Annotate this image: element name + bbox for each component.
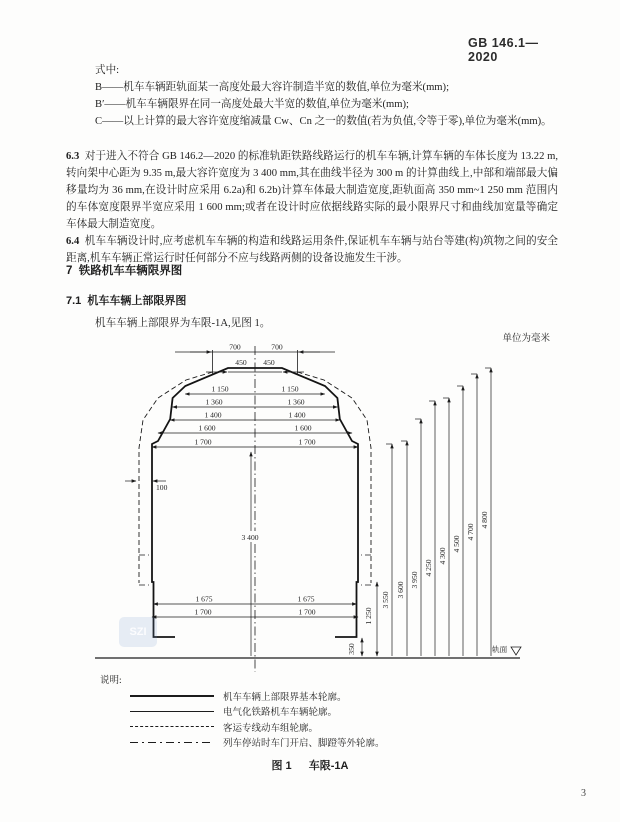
clause-text: 机车车辆设计时,应考虑机车车辆的构造和线路运用条件,保证机车车辆与站台等建(构)筑物之间的安全距离,机车车辆正常运行时任何部分不应与线路两侧的设备设施发生干涉。 (66, 236, 558, 264)
definition-text: 机车车辆距轨面某一高度处最大容许制造半宽的数值,单位为毫米(mm); (123, 82, 450, 93)
section-title: 铁路机车车辆限界图 (78, 265, 183, 277)
definition-C (95, 113, 560, 130)
legend-text: 机车车辆上部限界基本轮廓。 (223, 692, 347, 703)
figure-caption (0, 757, 620, 773)
dim-label: 4 250 (424, 559, 433, 577)
section-number: 7.1 (66, 295, 82, 307)
clause-6-3 (66, 148, 558, 233)
symbol: B′ (95, 99, 105, 110)
section-number: 7 (66, 265, 73, 277)
dim-label: 4 300 (438, 547, 447, 565)
legend-title: 说明: (100, 676, 122, 686)
clause-7-1-text: 机车车辆上部限界为车限-1A,见图 1。 (95, 318, 271, 329)
datum-triangle-icon (511, 647, 521, 655)
dim-label: 4 800 (480, 511, 489, 529)
dashed-outline-right (297, 372, 371, 583)
symbol-definitions (95, 79, 560, 130)
clause-number: 6.4 (66, 236, 80, 247)
dash: —— (102, 82, 124, 93)
dash: —— (104, 99, 126, 110)
dim-label: 1 360 (287, 397, 305, 407)
legend-item (100, 719, 520, 735)
dim-label: 1 150 (281, 384, 299, 394)
dim-label: 350 (347, 643, 356, 655)
definition-B (95, 79, 560, 96)
thin-solid-line-sample (130, 711, 214, 712)
dash-dot-line-sample (130, 742, 214, 743)
dim-label: 1 400 (204, 410, 222, 420)
figure-legend (100, 672, 520, 750)
legend-text: 客运专线动车组轮廓。 (223, 723, 319, 734)
clause-text: 对于进入不符合 GB 146.2—2020 的标准轨距铁路线路运行的机车车辆,计算车辆的车体长度为 13.22 m,转向架中心距为 9.35 m,最大容许宽度为 3 400 mm,其在曲线半径为 300 m 的计算曲线上,中部和端部最大偏移量均为 36 mm,在设计时应采用 6.2a)和 6.2b)计算车体最大制造宽度,距轨面高 350 mm~1 250 mm 范围内的车体宽度限界半宽应采用 1 600 mm;或者在设计时应依据线路实际的最小限界尺寸和曲线加宽量等确定车体最大制造宽度。 (66, 151, 559, 230)
dim-3400 (236, 452, 264, 656)
definition-B-prime (95, 96, 560, 113)
dim-label: 3 400 (241, 533, 259, 542)
section-title: 机车车辆上部限界图 (87, 295, 187, 307)
rail-surface-label: 轨面 (492, 645, 508, 654)
clause-number: 6.3 (66, 151, 80, 162)
figure-number: 图 1 (271, 760, 292, 772)
standard-number-header: GB 146.1—2020 (468, 36, 539, 64)
dim-label: 100 (156, 483, 168, 492)
symbol: C (95, 116, 103, 127)
dim-height-lines (386, 368, 491, 656)
dim-label: 1 700 (298, 607, 316, 617)
dim-label: 3 600 (396, 581, 405, 599)
dim-label: 1 360 (205, 397, 223, 407)
scan-watermark: SZI (119, 617, 157, 647)
section-7-1-heading (66, 292, 186, 308)
legend-text: 列车停站时车门开启、脚蹬等外轮廓。 (223, 739, 385, 750)
dim-label: 450 (235, 358, 247, 367)
legend-item (100, 688, 520, 704)
dash: —— (102, 116, 124, 127)
dim-label: 3 950 (410, 571, 419, 589)
thick-solid-line-sample (130, 695, 214, 697)
dim-label: 4 700 (466, 523, 475, 541)
definition-text: 机车车辆限界在同一高度处最大半宽的数值,单位为毫米(mm); (125, 99, 409, 110)
dim-350 (347, 638, 362, 656)
dim-100 (125, 481, 168, 492)
dashed-line-sample (130, 726, 214, 727)
dim-label: 4 500 (452, 535, 461, 553)
dim-label: 1 400 (288, 410, 306, 420)
dim-label: 3 550 (381, 591, 390, 609)
figure-name: 车限-1A (308, 760, 349, 772)
dim-label: 1 700 (194, 607, 212, 617)
dim-label: 1 675 (195, 594, 213, 604)
symbol: B (95, 82, 103, 93)
dim-label: 1 600 (198, 423, 216, 433)
dim-label: 1 675 (297, 594, 315, 604)
definition-text: 以上计算的最大容许宽度缩减量 Cw、Cn 之一的数值(若为负值,令等于零),单位为毫米(mm)。 (123, 116, 552, 127)
dim-label: 1 600 (294, 423, 312, 433)
dim-label: 1 700 (194, 437, 212, 447)
dim-label: 1 150 (211, 384, 229, 394)
dim-1250 (364, 582, 377, 656)
legend-item (100, 704, 520, 720)
page-number: 3 (581, 788, 586, 799)
where-label: 式中: (95, 65, 120, 76)
dim-label: 1 250 (364, 607, 373, 625)
unit-note: 单位为毫米 (502, 334, 550, 344)
dim-label: 450 (263, 358, 275, 367)
step-marks-left (139, 555, 152, 585)
section-7-heading (66, 262, 182, 278)
dim-label: 700 (229, 344, 241, 352)
dim-label: 1 700 (298, 437, 316, 447)
legend-item (100, 735, 520, 751)
step-marks-right (358, 555, 371, 585)
dim-label: 700 (271, 344, 283, 352)
gauge-diagram (0, 344, 620, 678)
legend-text: 电气化铁路机车车辆轮廓。 (223, 708, 338, 719)
